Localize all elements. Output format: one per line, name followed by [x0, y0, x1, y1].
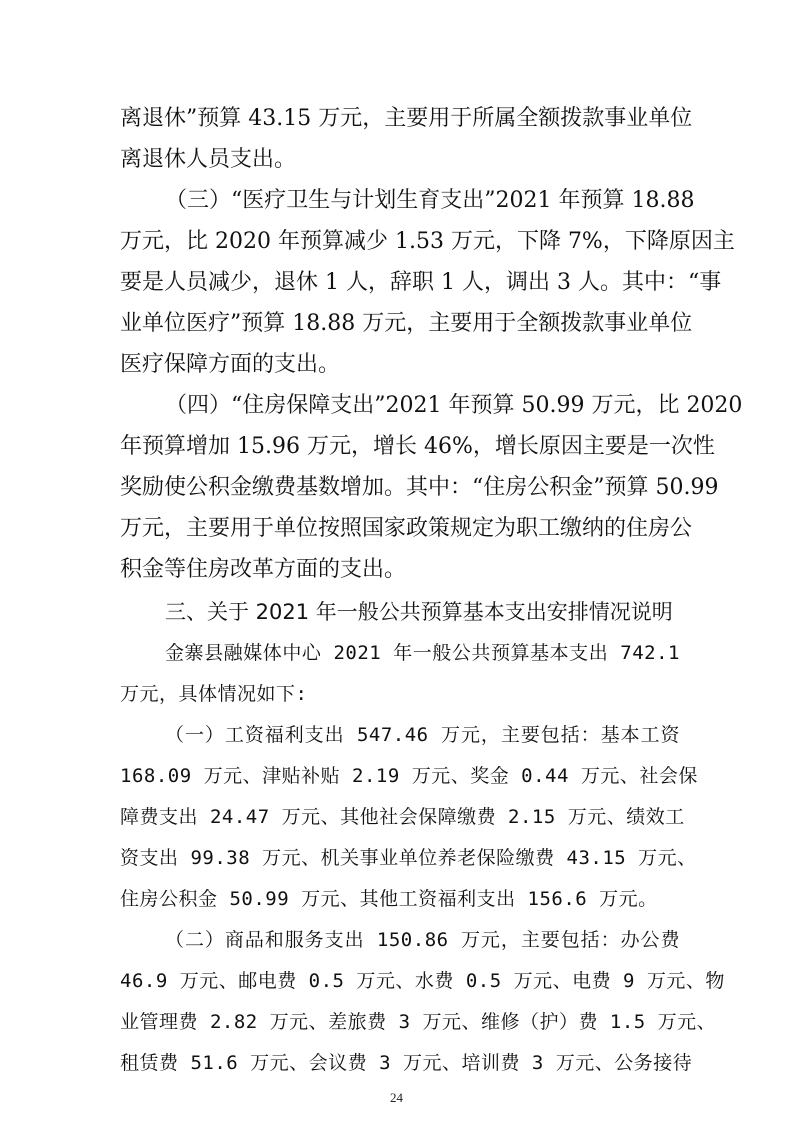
subsection-1-first-line: （一）工资福利支出 547.46 万元，主要包括：基本工资 — [165, 724, 680, 746]
section-3-first-line: （三）“医疗卫生与计划生育支出”2021 年预算 18.88 — [165, 188, 695, 213]
body-text-line: 万元，具体情况如下: — [120, 683, 308, 705]
body-text-line: 46.9 万元、邮电费 0.5 万元、水费 0.5 万元、电费 9 万元、物 — [120, 970, 725, 992]
body-text-line: 离退休人员支出。 — [120, 147, 297, 172]
body-text-line: 年预算增加 15.96 万元，增长 46%，增长原因主要是一次性 — [120, 434, 715, 459]
body-text-line: 医疗保障方面的支出。 — [120, 352, 341, 377]
body-text-line: 奖励使公积金缴费基数增加。其中：“住房公积金”预算 50.99 — [120, 475, 719, 500]
subsection-2-first-line: （二）商品和服务支出 150.86 万元，主要包括：办公费 — [165, 929, 680, 951]
body-text-line: 障费支出 24.47 万元、其他社会保障缴费 2.15 万元、绩效工 — [120, 806, 685, 828]
body-text-line: 业单位医疗”预算 18.88 万元，主要用于全额拨款事业单位 — [120, 311, 693, 336]
body-text-line: 积金等住房改革方面的支出。 — [120, 557, 407, 582]
body-text-line: 万元，比 2020 年预算减少 1.53 万元，下降 7%，下降原因主 — [120, 229, 735, 254]
body-text-line: 业管理费 2.82 万元、差旅费 3 万元、维修（护）费 1.5 万元、 — [120, 1011, 717, 1033]
section-heading: 三、关于 2021 年一般公共预算基本支出安排情况说明 — [165, 600, 673, 624]
body-text-line: 万元，主要用于单位按照国家政策规定为职工缴纳的住房公 — [120, 516, 693, 541]
body-text-line: 离退休”预算 43.15 万元，主要用于所属全额拨款事业单位 — [120, 106, 693, 131]
section-4-first-line: （四）“住房保障支出”2021 年预算 50.99 万元，比 2020 — [165, 393, 743, 418]
body-text-line: 租赁费 51.6 万元、会议费 3 万元、培训费 3 万元、公务接待 — [120, 1052, 693, 1074]
body-text-line: 资支出 99.38 万元、机关事业单位养老保险缴费 43.15 万元、 — [120, 847, 697, 869]
body-text-line: 金寨县融媒体中心 2021 年一般公共预算基本支出 742.1 — [165, 642, 680, 664]
body-text-line: 要是人员减少，退休 1 人，辞职 1 人，调出 3 人。其中：“事 — [120, 270, 722, 295]
page-number: 24 — [390, 1090, 403, 1105]
body-text-line: 168.09 万元、津贴补贴 2.19 万元、奖金 0.44 万元、社会保 — [120, 765, 698, 787]
body-text-line: 住房公积金 50.99 万元、其他工资福利支出 156.6 万元。 — [120, 888, 658, 910]
